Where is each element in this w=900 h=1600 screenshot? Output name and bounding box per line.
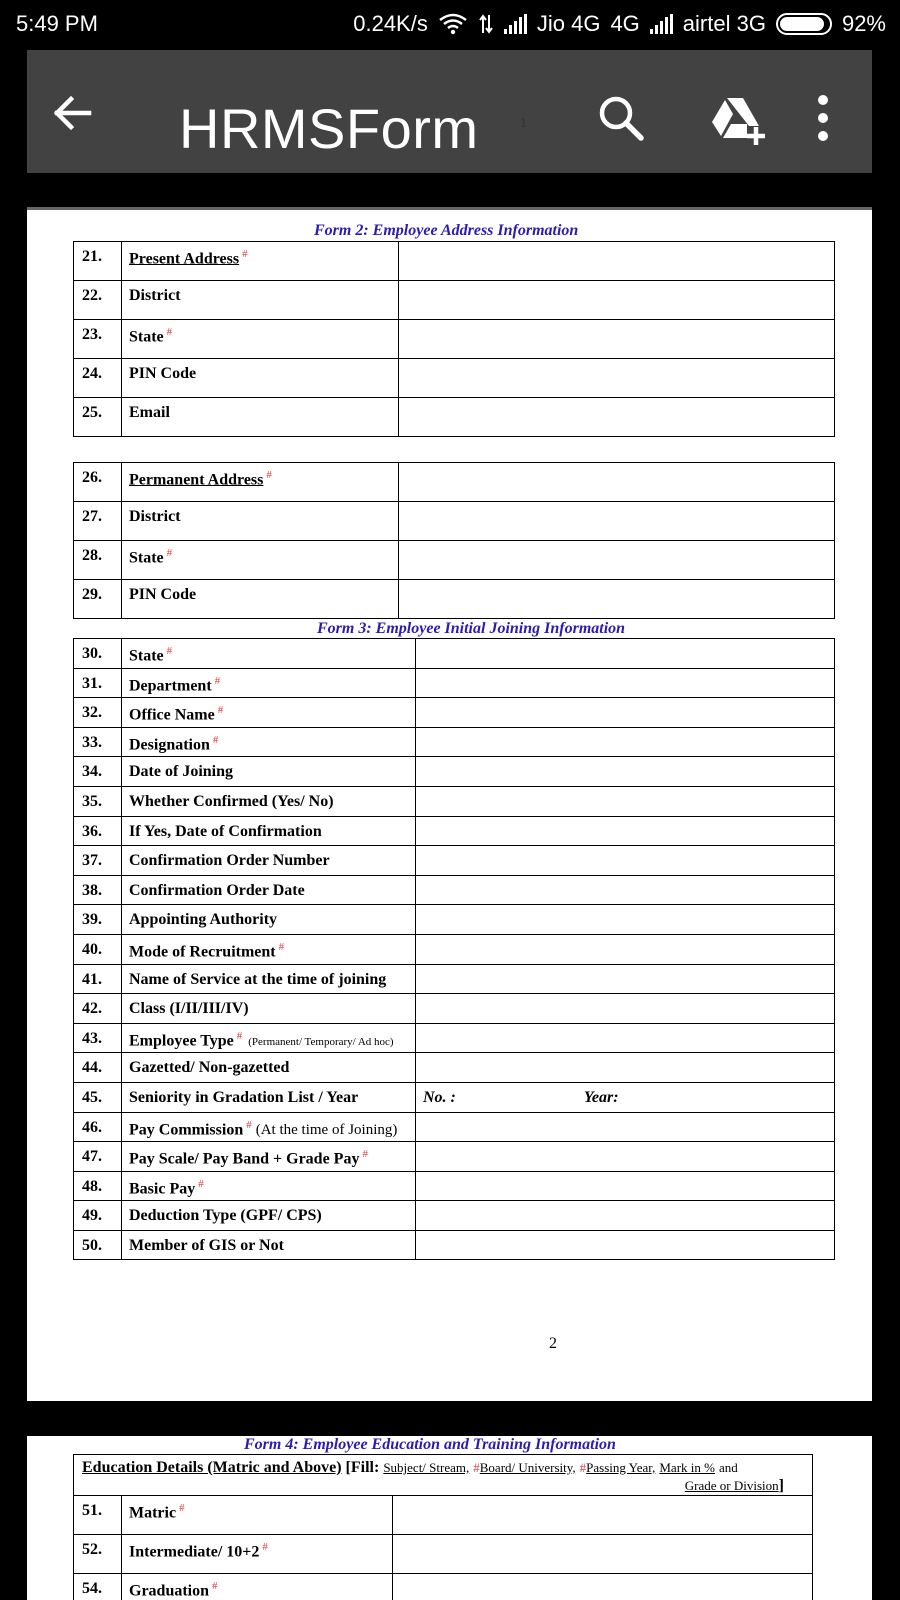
form3-title: Form 3: Employee Initial Joining Information <box>317 620 626 637</box>
required-mark: # <box>212 733 219 746</box>
field-label-text: Confirmation Order Date <box>129 881 305 899</box>
row-number: 42. <box>74 994 122 1024</box>
field-value[interactable] <box>416 757 835 787</box>
field-label-text: Office Name <box>129 706 215 724</box>
table-row <box>74 1230 835 1260</box>
row-number: 34. <box>74 757 122 787</box>
field-label <box>122 1201 416 1231</box>
battery-percent: 92% <box>841 11 886 36</box>
field-value[interactable] <box>416 964 835 994</box>
field-label-text: State <box>129 647 164 665</box>
row-number: 54. <box>74 1574 122 1600</box>
field-label <box>122 1053 416 1083</box>
field-label <box>122 1535 393 1574</box>
field-label-text: PIN Code <box>129 586 197 603</box>
field-label-text: District <box>129 287 181 304</box>
table-row <box>74 541 835 580</box>
field-label <box>122 1142 416 1172</box>
field-label <box>122 502 399 541</box>
field-value[interactable] <box>399 580 835 619</box>
field-label-text: Confirmation Order Number <box>129 852 330 870</box>
status-time: 5:49 PM <box>16 11 98 36</box>
field-value[interactable] <box>416 786 835 816</box>
row-number: 50. <box>74 1230 122 1260</box>
net-type: 4G <box>610 11 640 36</box>
field-note: (At the time of Joining) <box>255 1121 398 1138</box>
field-label <box>122 320 399 359</box>
app-bar <box>27 50 872 173</box>
field-label-text: Graduation <box>129 1582 210 1600</box>
table-row <box>74 1082 835 1112</box>
field-label-text: District <box>129 508 181 525</box>
field-label-text: PIN Code <box>129 365 197 382</box>
field-label-text: Pay Scale/ Pay Band + Grade Pay <box>129 1150 360 1168</box>
row-number: 26. <box>74 463 122 502</box>
field-value[interactable] <box>393 1574 813 1600</box>
more-vert-icon[interactable] <box>817 94 829 142</box>
seniority-no-label: No. : <box>423 1088 456 1106</box>
required-mark: # <box>166 547 173 559</box>
field-label-text: Mode of Recruitment <box>129 943 276 961</box>
field-label-text: Date of Joining <box>129 763 233 781</box>
field-value[interactable] <box>416 994 835 1024</box>
table-row <box>74 786 835 816</box>
field-label <box>122 281 399 320</box>
field-value[interactable] <box>416 846 835 876</box>
table-row <box>74 816 835 846</box>
field-label-text: Seniority in Gradation List / Year <box>129 1088 359 1106</box>
carrier-1: Jio 4G <box>536 11 601 36</box>
field-label <box>122 1023 416 1053</box>
table-row <box>74 1201 835 1231</box>
field-value[interactable] <box>399 502 835 541</box>
battery-icon <box>776 13 832 35</box>
row-number: 29. <box>74 580 122 619</box>
field-label-text: Intermediate/ 10+2 <box>129 1543 260 1561</box>
document-page-1 <box>27 207 872 1401</box>
field-label-text: Whether Confirmed (Yes/ No) <box>129 792 334 810</box>
field-label-text: Matric <box>129 1504 177 1522</box>
table-row <box>74 994 835 1024</box>
field-value[interactable] <box>416 1230 835 1260</box>
status-right <box>353 11 886 37</box>
field-value[interactable] <box>416 905 835 935</box>
field-value[interactable] <box>416 875 835 905</box>
field-label-text: Basic Pay <box>129 1180 196 1198</box>
field-label <box>122 1112 416 1142</box>
field-label-text: Department <box>129 676 212 694</box>
table-row <box>74 320 835 359</box>
seniority-year-label: Year: <box>583 1088 619 1106</box>
table-row <box>74 846 835 876</box>
field-label <box>122 1574 393 1600</box>
field-label <box>122 1171 416 1201</box>
row-number: 40. <box>74 934 122 964</box>
field-value[interactable] <box>416 668 835 698</box>
row-number: 48. <box>74 1171 122 1201</box>
field-label <box>122 639 416 669</box>
table-row <box>74 1142 835 1172</box>
row-number: 32. <box>74 698 122 728</box>
field-value[interactable] <box>416 1201 835 1231</box>
field-label-text: Class (I/II/III/IV) <box>129 1000 249 1018</box>
field-label-text: Pay Commission <box>129 1120 244 1138</box>
table-row <box>74 1535 813 1574</box>
signal-icon-1 <box>504 14 527 34</box>
required-mark: # <box>179 1502 185 1514</box>
required-mark: # <box>166 326 173 338</box>
field-label <box>122 757 416 787</box>
field-value[interactable] <box>416 1023 835 1053</box>
table-row <box>74 1496 813 1535</box>
required-mark: # <box>166 645 173 657</box>
row-number: 33. <box>74 727 122 757</box>
row-number: 31. <box>74 668 122 698</box>
table-row <box>74 757 835 787</box>
field-value[interactable] <box>416 1171 835 1201</box>
row-number: 37. <box>74 846 122 876</box>
required-mark: # <box>242 248 248 260</box>
field-label-text: Member of GIS or Not <box>129 1236 284 1254</box>
present-address-table <box>73 241 835 437</box>
field-label <box>122 905 416 935</box>
table-row <box>74 639 835 669</box>
table-row <box>74 1112 835 1142</box>
row-number: 51. <box>74 1496 122 1535</box>
field-value[interactable] <box>399 320 835 359</box>
back-arrow-icon[interactable] <box>47 88 97 138</box>
field-value[interactable] <box>393 1535 813 1574</box>
field-value[interactable] <box>416 1112 835 1142</box>
required-mark: # <box>212 1580 218 1592</box>
table-row <box>74 668 835 698</box>
field-label <box>122 1230 416 1260</box>
table-row <box>74 502 835 541</box>
education-table <box>73 1454 813 1600</box>
field-label <box>122 580 399 619</box>
row-number: 43. <box>74 1023 122 1053</box>
row-number: 25. <box>74 398 122 437</box>
row-number: 21. <box>74 242 122 281</box>
field-label <box>122 398 399 437</box>
row-number: 35. <box>74 786 122 816</box>
field-label-text: Present Address <box>129 250 240 268</box>
row-number: 27. <box>74 502 122 541</box>
required-mark: # <box>266 469 272 481</box>
row-number: 41. <box>74 964 122 994</box>
row-number: 22. <box>74 281 122 320</box>
table-row <box>74 1171 835 1201</box>
table-row <box>74 698 835 728</box>
field-label-text: Name of Service at the time of joining <box>129 970 387 988</box>
table-row <box>74 398 835 437</box>
field-value[interactable] <box>399 242 835 281</box>
field-value[interactable] <box>393 1496 813 1535</box>
field-value[interactable] <box>416 816 835 846</box>
status-bar <box>0 0 900 50</box>
field-value[interactable] <box>416 934 835 964</box>
required-mark: # <box>214 674 221 687</box>
field-label <box>122 359 399 398</box>
table-row <box>74 281 835 320</box>
required-mark: # <box>198 1177 204 1190</box>
table-row <box>74 964 835 994</box>
row-number: 46. <box>74 1112 122 1142</box>
carrier-2: airtel 3G <box>682 11 766 36</box>
row-number: 39. <box>74 905 122 935</box>
field-value[interactable] <box>399 541 835 580</box>
field-label <box>122 786 416 816</box>
row-number: 38. <box>74 875 122 905</box>
page-number: 2 <box>549 1335 557 1352</box>
table-row <box>74 359 835 398</box>
table-row <box>74 1574 813 1600</box>
row-number: 23. <box>74 320 122 359</box>
field-label-text: Email <box>129 404 170 421</box>
field-label-text: Employee Type <box>129 1032 234 1050</box>
required-mark: # <box>246 1118 252 1131</box>
field-value[interactable] <box>416 1053 835 1083</box>
row-number: 36. <box>74 816 122 846</box>
field-label <box>122 934 416 964</box>
search-icon[interactable] <box>595 92 647 144</box>
field-label <box>122 875 416 905</box>
row-number: 24. <box>74 359 122 398</box>
field-label <box>122 668 416 698</box>
field-value[interactable] <box>399 463 835 502</box>
document-page-2 <box>27 1436 872 1600</box>
page-indicator: 1 <box>520 116 527 131</box>
field-label <box>122 463 399 502</box>
form2-title: Form 2: Employee Address Information <box>314 222 579 239</box>
wifi-icon <box>438 13 468 35</box>
field-label-text: Deduction Type (GPF/ CPS) <box>129 1207 322 1225</box>
row-number: 45. <box>74 1082 122 1112</box>
field-label-text: If Yes, Date of Confirmation <box>129 822 322 840</box>
row-number: 52. <box>74 1535 122 1574</box>
field-label-text: State <box>129 549 164 567</box>
form4-title: Form 4: Employee Education and Training Information <box>244 1436 616 1453</box>
net-speed: 0.24K/s <box>353 11 428 36</box>
row-number: 47. <box>74 1142 122 1172</box>
field-label <box>122 242 399 281</box>
field-value[interactable] <box>416 1142 835 1172</box>
required-mark: # <box>278 940 285 953</box>
table-row <box>74 242 835 281</box>
field-value[interactable] <box>416 727 835 757</box>
table-row <box>74 1023 835 1053</box>
row-number: 44. <box>74 1053 122 1083</box>
row-number: 49. <box>74 1201 122 1231</box>
field-label <box>122 541 399 580</box>
field-label <box>122 994 416 1024</box>
field-label <box>122 846 416 876</box>
required-mark: # <box>262 1541 268 1553</box>
table-row <box>74 580 835 619</box>
required-mark: # <box>217 704 224 717</box>
table-row <box>74 905 835 935</box>
drive-add-icon[interactable] <box>709 94 767 146</box>
row-number: 28. <box>74 541 122 580</box>
field-label <box>122 964 416 994</box>
field-value[interactable] <box>416 698 835 728</box>
table-row <box>74 463 835 502</box>
row-number: 30. <box>74 639 122 669</box>
field-label <box>122 727 416 757</box>
field-value[interactable] <box>399 281 835 320</box>
joining-info-table <box>73 638 835 1260</box>
field-value[interactable] <box>416 1082 835 1112</box>
table-row <box>74 875 835 905</box>
field-label <box>122 698 416 728</box>
required-mark: # <box>236 1029 243 1042</box>
field-label <box>122 1082 416 1112</box>
app-title: HRMSForm <box>179 97 479 160</box>
table-row <box>74 1053 835 1083</box>
field-label-text: Appointing Authority <box>129 911 278 929</box>
field-label <box>122 816 416 846</box>
field-value[interactable] <box>399 398 835 437</box>
field-value[interactable] <box>416 639 835 669</box>
signal-icon-2 <box>650 14 673 34</box>
table-row <box>74 727 835 757</box>
field-label <box>122 1496 393 1535</box>
table-row <box>74 934 835 964</box>
required-mark: # <box>362 1148 368 1161</box>
field-note: (Permanent/ Temporary/ Ad hoc) <box>248 1036 394 1049</box>
field-label-text: Gazetted/ Non-gazetted <box>129 1059 290 1077</box>
field-label-text: Designation <box>129 736 210 754</box>
permanent-address-table <box>73 462 835 619</box>
field-label-text: Permanent Address <box>129 471 264 489</box>
field-label-text: State <box>129 328 164 346</box>
education-header: Education Details (Matric and Above) [Fill: Subject/ Stream, #Board/ University, #Passing Year, Mark in % and Grade or Division] <box>74 1455 813 1496</box>
field-value[interactable] <box>399 359 835 398</box>
data-transfer-icon <box>478 13 494 35</box>
